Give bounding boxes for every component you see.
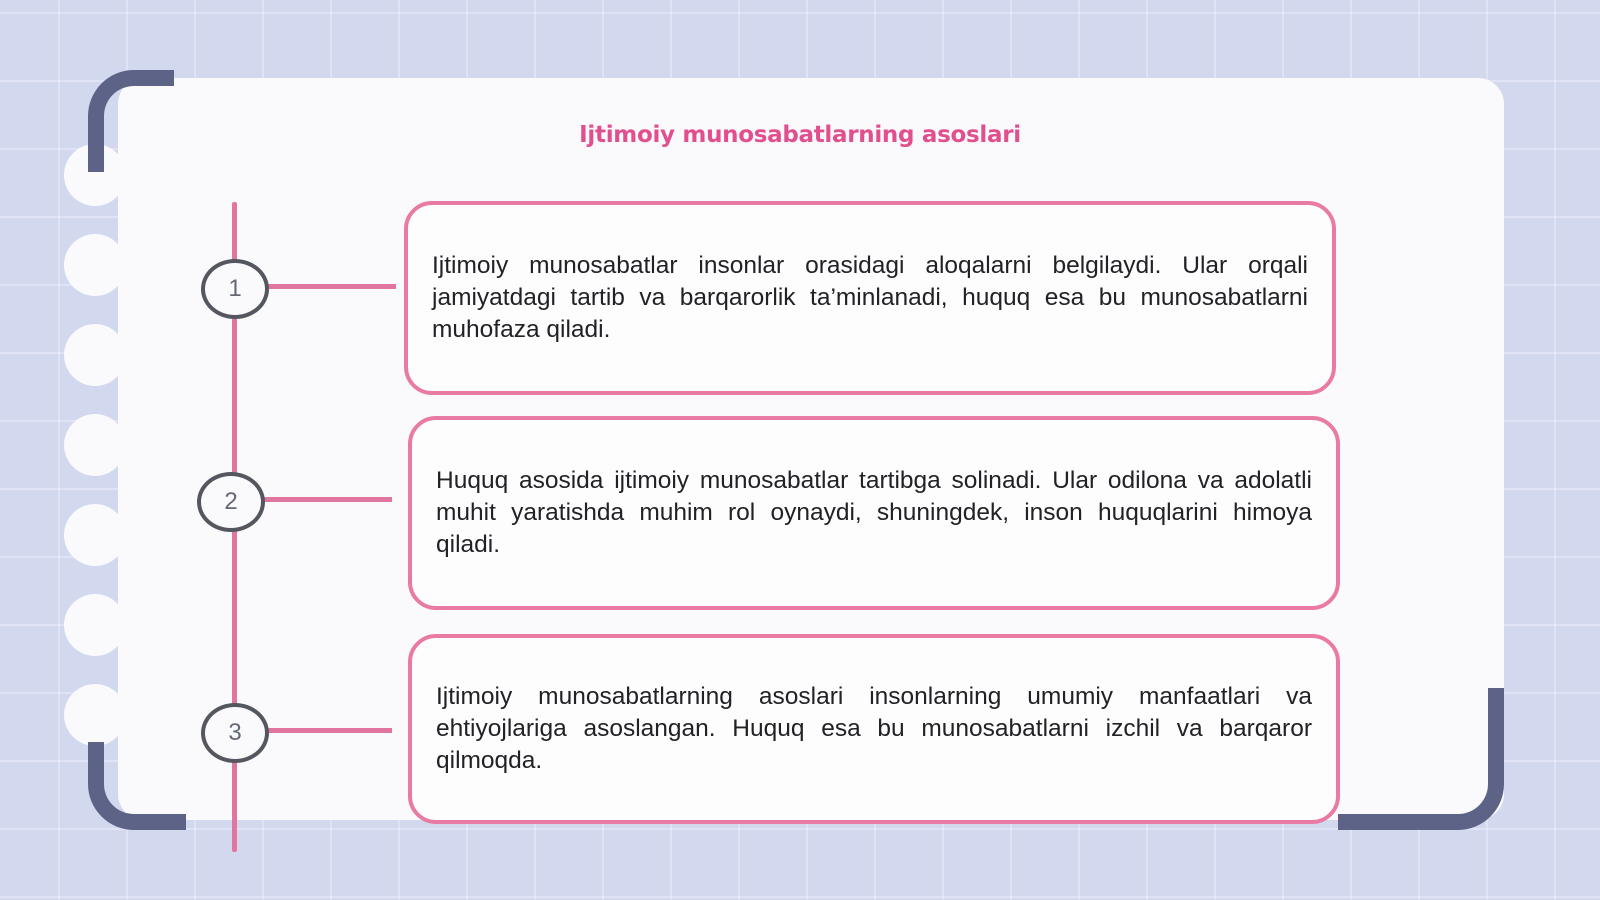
notch: [64, 684, 126, 746]
step-card: [408, 634, 1340, 824]
step-number-circle: 2: [197, 472, 265, 532]
step-card: [408, 416, 1340, 610]
timeline-connector: [266, 728, 392, 733]
step-number-circle: 1: [201, 259, 269, 319]
slide-title: Ijtimoiy munosabatlarning asoslari: [579, 122, 1021, 148]
step-description: Ijtimoiy munosabatlar insonlar orasidagi aloqalarni belgilaydi. Ular orqali jamiyatdagi tartib va barqarorlik ta’minlanadi, huquq esa bu munosabatlarni muhofaza qiladi.: [432, 252, 1308, 343]
step-description: Huquq asosida ijtimoiy munosabatlar tartibga solinadi. Ular odilona va adolatli muhit yaratishda muhim rol oynaydi, shuningdek, inson huquqlarini himoya qiladi.: [436, 467, 1312, 558]
timeline-connector: [262, 497, 392, 502]
step-card: [404, 201, 1336, 395]
notch: [64, 234, 126, 296]
notch: [64, 324, 126, 386]
frame-corner-bottom-left: [88, 742, 186, 830]
step-description: Ijtimoiy munosabatlarning asoslari insonlarning umumiy manfaatlari va ehtiyojlariga asoslangan. Huquq esa bu munosabatlarni izchil va barqaror qilmoqda.: [436, 683, 1312, 774]
notch: [64, 594, 126, 656]
step-number-circle: 3: [201, 703, 269, 763]
frame-corner-top-left: [88, 70, 174, 172]
notch: [64, 504, 126, 566]
frame-corner-bottom-right: [1338, 688, 1504, 830]
notch: [64, 414, 126, 476]
timeline-connector: [266, 284, 396, 289]
